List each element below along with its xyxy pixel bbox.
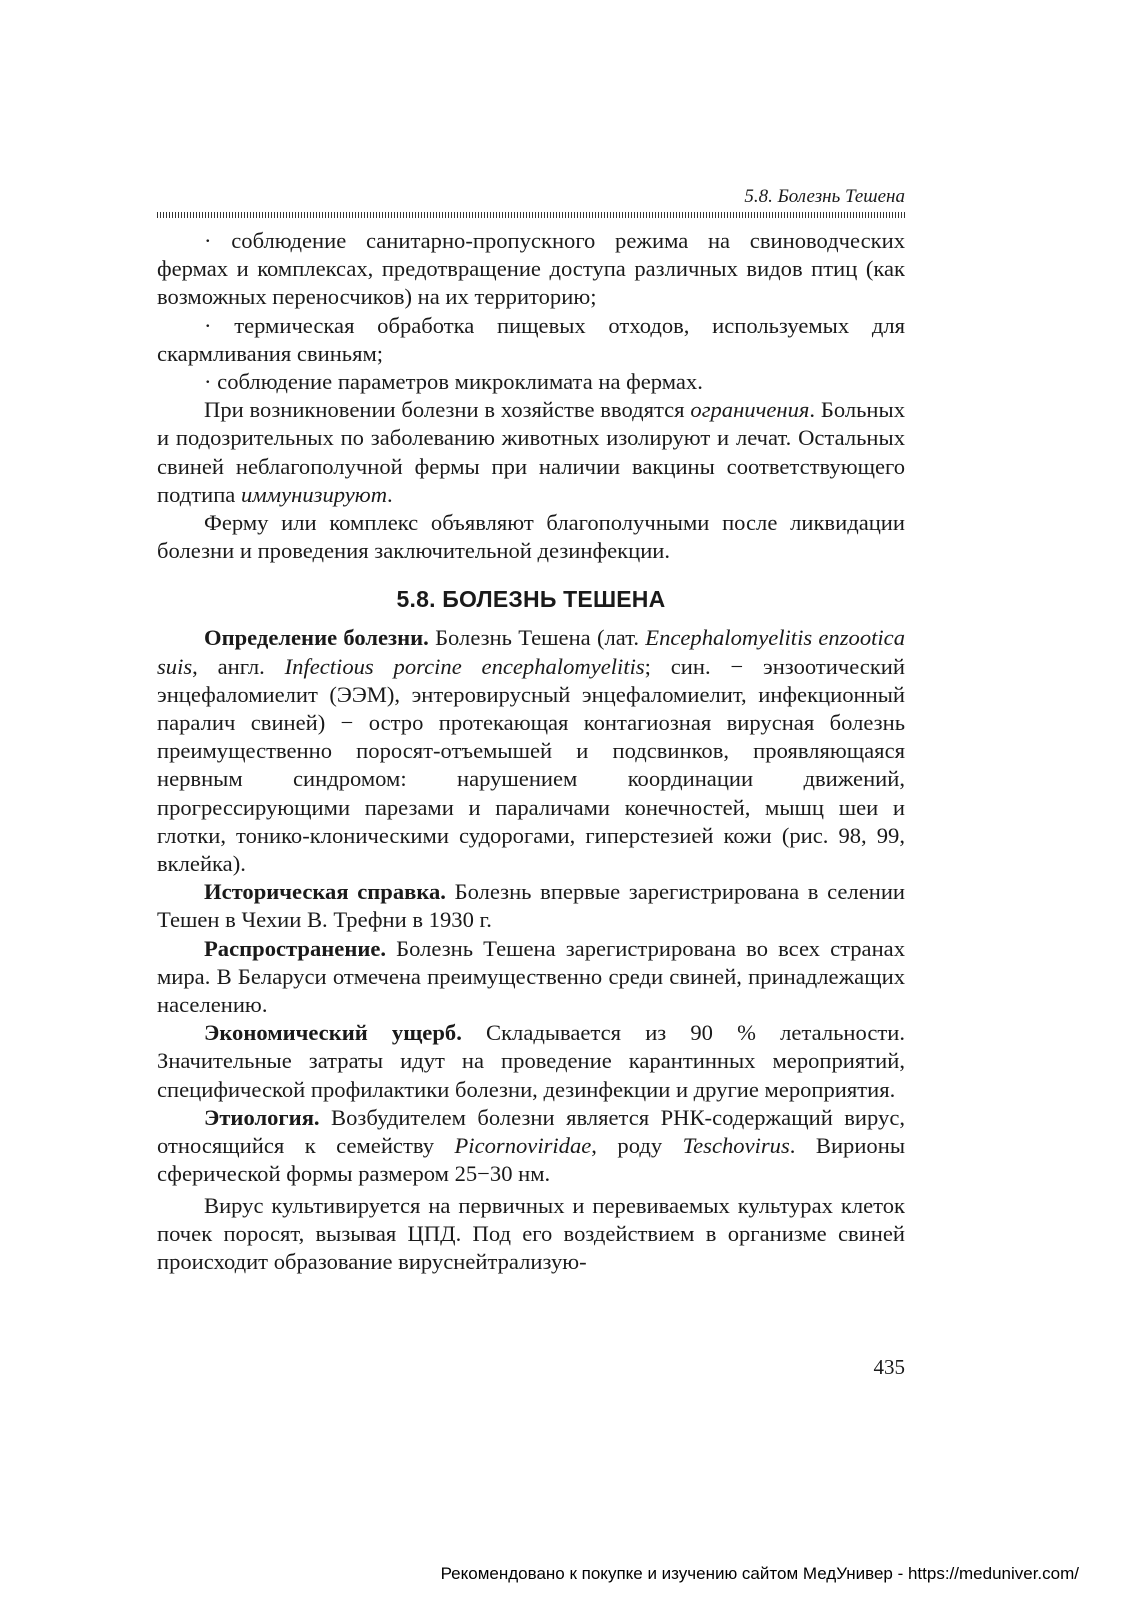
- paragraph-history: [157, 878, 905, 934]
- text-run: . Вирионы сферической формы размером 25−30 нм.: [157, 1133, 906, 1187]
- text-run: .: [387, 481, 393, 507]
- text-run: Возбудителем болезни является РНК-содержащий вирус, относящийся к семейству: [157, 1104, 905, 1159]
- economic-label: Экономический ущерб.: [204, 1020, 462, 1046]
- text-run: . Больных и подозрительных по заболеванию животных изолируют и лечат. Остальных свиней неблагополучной фермы при наличии вакцины соответствующего подтипа: [157, 397, 905, 507]
- section-heading: 5.8. БОЛЕЗНЬ ТЕШЕНА: [396, 586, 666, 613]
- definition-label: Определение болезни.: [204, 625, 429, 651]
- text-run: Болезнь впервые зарегистрирована в селении Тешен в Чехии В. Трефни в 1930 г.: [157, 879, 905, 933]
- family-name: Picornoviridae: [454, 1133, 592, 1159]
- history-label: Историческая справка.: [204, 879, 446, 905]
- text-run: Складывается из 90 % летальности. Значительные затраты идут на проведение карантинных мероприятий, специфической профилактики болезни, дезинфекции и другие мероприятия.: [157, 1020, 905, 1102]
- latin-name: Encephalomyelitis enzootica suis: [157, 625, 905, 679]
- text-run: Болезнь Тешена (лат.: [428, 625, 646, 651]
- etiology-label: Этиология.: [204, 1104, 320, 1130]
- bullet-microclimate: · соблюдение параметров микроклимата на фермах.: [204, 369, 703, 395]
- paragraph-distribution: [157, 935, 905, 1020]
- text-run: , англ.: [192, 653, 285, 679]
- page-number: 435: [873, 1355, 905, 1379]
- paragraph-declaration: Ферму или комплекс объявляют благополучными после ликвидации болезни и проведения заключительной дезинфекции.: [157, 510, 905, 564]
- genus-name: Teschovirus: [682, 1133, 790, 1159]
- page-text: [157, 227, 905, 1276]
- footer-recommendation: Рекомендовано к покупке и изучению сайтом МедУнивер - https://meduniver.com/: [440, 1564, 1079, 1583]
- english-name: Infectious porcine encephalomyelitis: [284, 653, 645, 679]
- text-run: При возникновении болезни в хозяйстве вводятся: [204, 397, 691, 423]
- running-head: 5.8. Болезнь Тешена: [744, 186, 905, 207]
- bullet-heat-treatment: · термическая обработка пищевых отходов, используемых для скармливания свиньям;: [157, 312, 905, 366]
- paragraph-definition: [157, 624, 905, 878]
- italic-term: ограничения: [690, 397, 810, 423]
- paragraph-economic: [157, 1019, 905, 1104]
- paragraph-etiology: [157, 1104, 905, 1189]
- text-run: ; син. − энзоотический энцефаломиелит (ЭЭМ), энтеровирусный энцефаломиелит, инфекционный паралич свиней) − остро протекающая контагиозная вирусная болезнь преимущественно поросят-отъемышей и подсвинков, проявляющаяся нервным синдромом: нарушением координации движений, прогрессирующими парезами и параличами конечностей, мышц шеи и глотки, тонико-клоническими судорогами, гиперстезией кожи (рис. 98, 99, вклейка).: [157, 653, 905, 877]
- paragraph-restrictions: [157, 396, 905, 509]
- italic-term: иммунизируют: [240, 481, 388, 507]
- text-run: , роду: [591, 1133, 683, 1159]
- paragraph-culture: Вирус культивируется на первичных и перевиваемых культурах клеток почек поросят, вызывая ЦПД. Под его воздействием в организме свиней происходит образование вируснейтрализую-: [157, 1192, 905, 1274]
- text-run: Болезнь Тешена зарегистрирована во всех странах мира. В Беларуси отмечена преимущественно среди свиней, принадлежащих населению.: [157, 935, 905, 1018]
- distribution-label: Распространение.: [204, 935, 387, 961]
- bullet-sanitary: · соблюдение санитарно-пропускного режима на свиноводческих фермах и комплексах, предотвращение доступа различных видов птиц (как возможных переносчиков) на их территорию;: [157, 228, 905, 310]
- header-rule: [157, 212, 905, 218]
